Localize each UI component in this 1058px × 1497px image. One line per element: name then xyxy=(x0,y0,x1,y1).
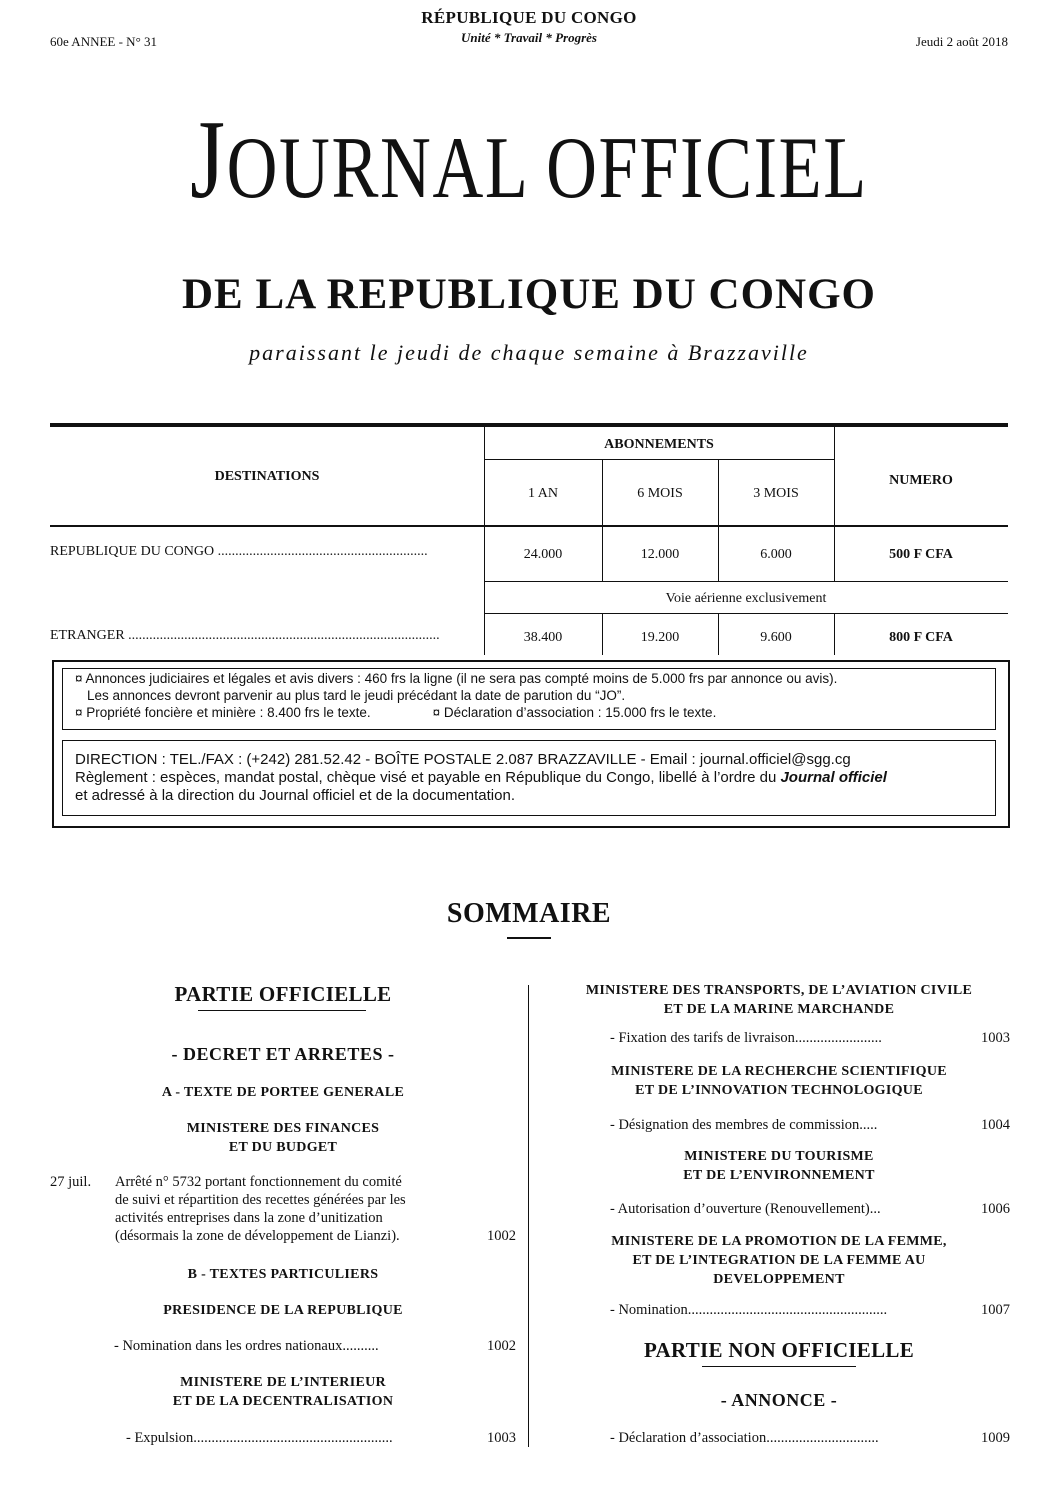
table-header-rule xyxy=(50,525,1008,527)
payment-terms-end: et adressé à la direction du Journal officiel et de la documentation. xyxy=(75,787,515,804)
decrets-heading: - DECRET ET ARRETES - xyxy=(171,1044,395,1064)
min-tourisme-line1: MINISTERE DU TOURISME xyxy=(684,1149,874,1164)
section-b-heading: B - TEXTES PARTICULIERS xyxy=(187,1267,379,1282)
min-tourisme-line2: ET DE L’ENVIRONNEMENT xyxy=(683,1168,875,1183)
congo-3-months: 6.000 xyxy=(760,547,792,562)
autorisation-ouverture-entry[interactable] xyxy=(548,1201,1010,1221)
nomination-ordres-entry[interactable] xyxy=(50,1338,516,1358)
presidence-heading: PRESIDENCE DE LA REPUBLIQUE xyxy=(163,1303,403,1318)
journal-title xyxy=(106,100,952,229)
notice-legal-announcements: ¤ Annonces judiciaires et légales et avis divers : 460 frs la ligne (il ne sera pas compté moins de 5.000 frs par annonce ou avis). xyxy=(75,671,838,686)
min-recherche-line1: MINISTERE DE LA RECHERCHE SCIENTIFIQUE xyxy=(611,1064,947,1079)
partie-non-officielle-heading: PARTIE NON OFFICIELLE xyxy=(643,1338,915,1362)
table-top-rule xyxy=(50,423,1008,427)
min-femme-line2: ET DE L’INTEGRATION DE LA FEMME AU xyxy=(632,1253,926,1268)
congo-6-months: 12.000 xyxy=(640,547,680,562)
numero-header: NUMERO xyxy=(889,473,953,488)
air-mail-note: Voie aérienne exclusivement xyxy=(665,591,827,606)
expulsion-entry[interactable] xyxy=(50,1430,516,1450)
row-etranger-destination: ETRANGER ......................................................................................... xyxy=(50,628,440,643)
payment-terms: Règlement : espèces, mandat postal, chèque visé et payable en République du Congo, libellé à l’ordre du Journal officiel xyxy=(75,769,887,786)
min-interieur-line2: ET DE LA DECENTRALISATION xyxy=(172,1394,394,1409)
issue-date: Jeudi 2 août 2018 xyxy=(915,34,1008,49)
entry-line-4: (désormais la zone de développement de Lianzi). xyxy=(115,1228,400,1244)
entry-page: 1002 xyxy=(487,1338,516,1354)
edition-number: 60e ANNEE - N° 31 xyxy=(50,34,158,49)
entry-page: 1003 xyxy=(487,1430,516,1446)
destinations-header: DESTINATIONS xyxy=(214,469,320,484)
subscription-rates-table xyxy=(50,423,1008,655)
sommaire-underline xyxy=(507,937,551,939)
etranger-numero: 800 F CFA xyxy=(889,630,953,645)
country-name: RÉPUBLIQUE DU CONGO xyxy=(421,8,637,27)
notices-frame xyxy=(52,660,1010,828)
sommaire-title: SOMMAIRE xyxy=(446,898,612,929)
period-3-months: 3 MOIS xyxy=(753,486,799,501)
partie-non-officielle-underline xyxy=(702,1366,856,1367)
row1-rule xyxy=(484,581,1008,582)
title-rest: OURNAL OFFICIEL xyxy=(226,120,868,217)
min-femme-line1: MINISTERE DE LA PROMOTION DE LA FEMME, xyxy=(611,1234,947,1249)
entry-text: - Autorisation d’ouverture (Renouvellement)... xyxy=(610,1201,881,1217)
direction-contact: DIRECTION : TEL./FAX : (+242) 281.52.42 - BOÎTE POSTALE 2.087 BRAZZAVILLE - Email : journal.officiel@sgg.cg xyxy=(75,751,851,768)
partie-officielle-heading: PARTIE OFFICIELLE xyxy=(174,982,392,1006)
notice-property-row xyxy=(75,704,995,721)
abonnements-header: ABONNEMENTS xyxy=(604,437,714,452)
entry-page: 1002 xyxy=(487,1228,516,1244)
header-center xyxy=(329,8,729,46)
etranger-3-months: 9.600 xyxy=(760,630,792,645)
entry-text: - Désignation des membres de commission..... xyxy=(610,1117,878,1133)
direction-box xyxy=(62,740,996,816)
nomination-femme-entry[interactable] xyxy=(548,1302,1010,1322)
congo-numero: 500 F CFA xyxy=(889,547,953,562)
designation-commission-entry[interactable] xyxy=(548,1117,1010,1137)
entry-page: 1006 xyxy=(981,1201,1010,1217)
etranger-6-months: 19.200 xyxy=(640,630,680,645)
entry-line-2: de suivi et répartition des recettes générées par les xyxy=(115,1192,406,1208)
entry-page: 1003 xyxy=(981,1030,1010,1046)
min-femme-line3: DEVELOPPEMENT xyxy=(713,1272,845,1287)
min-transports-line1: MINISTERE DES TRANSPORTS, DE L’AVIATION CIVILE xyxy=(585,983,973,998)
period-6-months: 6 MOIS xyxy=(637,486,683,501)
etranger-1-year: 38.400 xyxy=(523,630,563,645)
publication-tagline: paraissant le jeudi de chaque semaine à Brazzaville xyxy=(249,340,809,365)
declaration-association-entry[interactable] xyxy=(548,1430,1010,1450)
section-a-heading: A - TEXTE DE PORTEE GENERALE xyxy=(161,1085,405,1100)
entry-text: - Nomination....................................................... xyxy=(610,1302,888,1318)
congo-1-year: 24.000 xyxy=(523,547,563,562)
entry-date: 27 juil. xyxy=(50,1174,92,1190)
annonce-heading: - ANNONCE - xyxy=(720,1390,838,1410)
entry-page: 1007 xyxy=(981,1302,1010,1318)
min-finances-line2: ET DU BUDGET xyxy=(228,1140,338,1155)
title-initial: J xyxy=(190,98,227,222)
air-note-rule xyxy=(484,613,1008,614)
national-motto: Unité * Travail * Progrès xyxy=(460,30,597,45)
arrete-5732-entry[interactable] xyxy=(50,1174,516,1254)
notice-property: ¤ Propriété foncière et minière : 8.400 frs le texte. xyxy=(75,705,371,720)
notice-association: ¤ Déclaration d’association : 15.000 frs le texte. xyxy=(432,705,717,720)
notice-deadline: Les annonces devront parvenir au plus tard le jeudi précédant la date de parution du “JO”. xyxy=(87,688,626,703)
min-transports-line2: ET DE LA MARINE MARCHANDE xyxy=(663,1002,895,1017)
pricing-notice-box xyxy=(62,668,996,730)
journal-officiel-emph: Journal officiel xyxy=(780,769,887,786)
entry-text: - Nomination dans les ordres nationaux.......... xyxy=(114,1338,379,1354)
entry-page: 1009 xyxy=(981,1430,1010,1446)
period-1-year: 1 AN xyxy=(528,486,558,501)
entry-text: - Expulsion....................................................... xyxy=(126,1430,393,1446)
abonnements-rule xyxy=(484,459,834,460)
journal-subtitle: DE LA REPUBLIQUE DU CONGO xyxy=(182,271,876,318)
entry-text: - Déclaration d’association............................... xyxy=(610,1430,879,1446)
row-congo-destination: REPUBLIQUE DU CONGO ............................................................ xyxy=(50,544,428,559)
min-finances-line1: MINISTERE DES FINANCES xyxy=(186,1121,380,1136)
partie-officielle-underline xyxy=(198,1010,366,1011)
entry-page: 1004 xyxy=(981,1117,1010,1133)
min-recherche-line2: ET DE L’INNOVATION TECHNOLOGIQUE xyxy=(635,1083,923,1098)
min-interieur-line1: MINISTERE DE L’INTERIEUR xyxy=(180,1375,386,1390)
entry-line-3: activités entreprises dans la zone d’unitization xyxy=(115,1210,383,1226)
v-rule-1 xyxy=(484,427,485,655)
column-divider xyxy=(528,985,529,1447)
entry-text: - Fixation des tarifs de livraison........................ xyxy=(610,1030,882,1046)
tarifs-livraison-entry[interactable] xyxy=(548,1030,1010,1050)
entry-line-1: Arrêté n° 5732 portant fonctionnement du comité xyxy=(115,1174,402,1190)
